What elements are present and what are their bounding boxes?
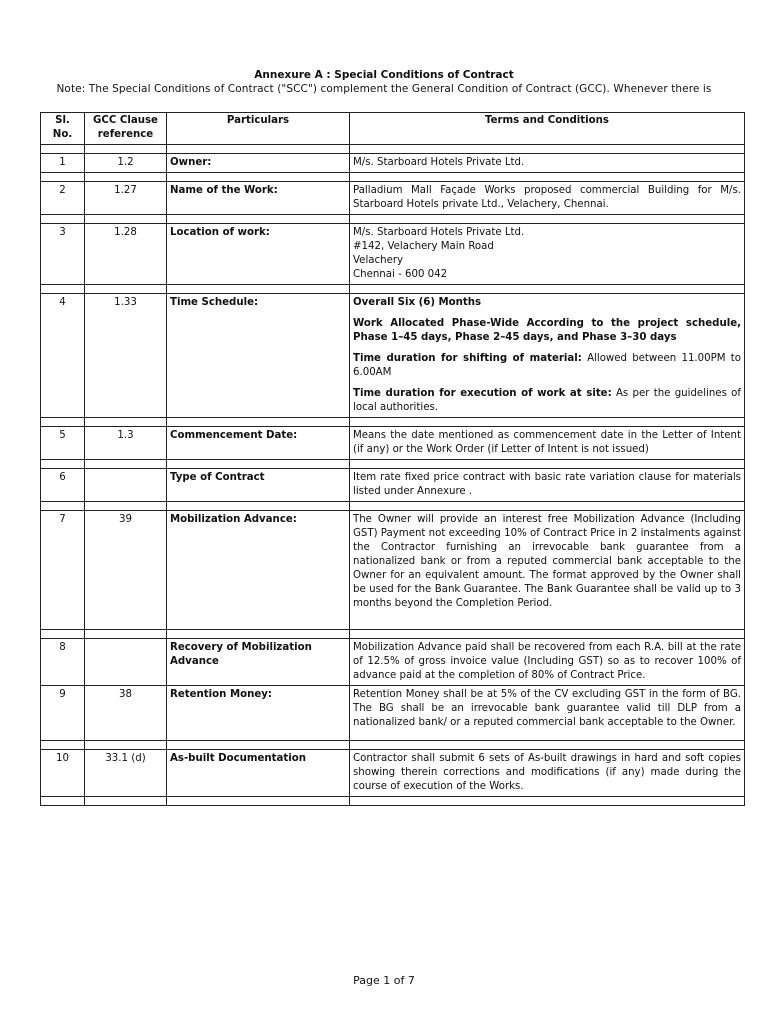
spacer-row	[41, 630, 745, 639]
header-sl-no: Sl. No.	[41, 113, 85, 145]
address-line: M/s. Starboard Hotels Private Ltd.	[353, 227, 525, 238]
row-sl-no: 2	[41, 182, 85, 215]
row-particular: As-built Documentation	[167, 750, 350, 797]
terms-text: Allowed between 11.00PM to 6.00AM	[353, 353, 741, 378]
address-line: Chennai - 600 042	[353, 269, 448, 280]
terms-label: Time duration for execution of work at site:	[353, 388, 612, 399]
row-terms: Means the date mentioned as commencement date in the Letter of Intent (if any) or the Work Order (if Letter of Intent is not issued)	[350, 427, 745, 460]
row-gcc-ref: 1.27	[85, 182, 167, 215]
row-terms: The Owner will provide an interest free Mobilization Advance (Including GST) Payment not exceeding 10% of Contract Price in 2 instalments against the Contractor furnishing an irrevocable bank guarantee from a nationalized bank or from a reputed commercial bank acceptable to the Owner for an equivalent amount. The format approved by the Owner shall be used for the Bank Guarantee. The Bank Guarantee shall be valid up to 3 months beyond the Completion Period.	[350, 511, 745, 630]
spacer-row	[41, 173, 745, 182]
page-number: Page 1 of 7	[353, 974, 415, 987]
row-particular: Commencement Date:	[167, 427, 350, 460]
table-header-row	[41, 113, 745, 145]
row-sl-no: 8	[41, 639, 85, 686]
row-sl-no: 10	[41, 750, 85, 797]
row-particular: Retention Money:	[167, 686, 350, 741]
row-sl-no: 6	[41, 469, 85, 502]
row-gcc-ref: 1.33	[85, 294, 167, 418]
header-gcc-clause	[85, 113, 167, 145]
row-sl-no: 1	[41, 154, 85, 173]
table-row	[41, 750, 745, 797]
terms-execution-work	[353, 387, 741, 415]
document-title: Annexure A : Special Conditions of Contract	[254, 69, 514, 81]
row-sl-no: 5	[41, 427, 85, 460]
spacer-row	[41, 285, 745, 294]
row-terms	[350, 224, 745, 285]
address-line: #142, Velachery Main Road	[353, 241, 494, 252]
row-particular: Location of work:	[167, 224, 350, 285]
spacer-row	[41, 797, 745, 806]
row-gcc-ref	[85, 639, 167, 686]
spacer-row	[41, 502, 745, 511]
row-terms: Retention Money shall be at 5% of the CV excluding GST in the form of BG. The BG shall be an irrevocable bank guarantee valid till DLP from a nationalized bank/ or a reputed commercial bank acceptable to the Owner.	[350, 686, 745, 741]
row-terms: Contractor shall submit 6 sets of As-built drawings in hard and soft copies showing therein corrections and modifications (if any) made during the course of execution of the Works.	[350, 750, 745, 797]
table-row	[41, 182, 745, 215]
header-gcc-line1: GCC Clause	[93, 115, 158, 126]
row-gcc-ref: 1.2	[85, 154, 167, 173]
spacer-row	[41, 741, 745, 750]
row-particular: Name of the Work:	[167, 182, 350, 215]
table-row	[41, 686, 745, 741]
row-terms: M/s. Starboard Hotels Private Ltd.	[350, 154, 745, 173]
spacer-row	[41, 215, 745, 224]
table-row	[41, 154, 745, 173]
header-gcc-line2: reference	[97, 129, 154, 140]
row-gcc-ref: 1.3	[85, 427, 167, 460]
row-gcc-ref: 1.28	[85, 224, 167, 285]
scc-table	[40, 112, 745, 806]
terms-text: As per the guidelines of local authorities.	[353, 388, 741, 413]
spacer-row	[41, 418, 745, 427]
table-row	[41, 469, 745, 502]
terms-shifting-material	[353, 352, 741, 380]
row-sl-no: 3	[41, 224, 85, 285]
terms-overall-duration: Overall Six (6) Months	[353, 297, 482, 308]
row-gcc-ref: 39	[85, 511, 167, 630]
row-terms	[350, 294, 745, 418]
table-row	[41, 427, 745, 460]
spacer-row	[41, 460, 745, 469]
header-terms: Terms and Conditions	[350, 113, 745, 145]
terms-phase-schedule: Work Allocated Phase-Wide According to the project schedule, Phase 1–45 days, Phase 2–45 days, and Phase 3–30 days	[353, 318, 741, 343]
row-gcc-ref: 33.1 (d)	[85, 750, 167, 797]
document-note: Note: The Special Conditions of Contract ("SCC") complement the General Condition of Contract (GCC). Whenever there is	[56, 83, 712, 95]
row-particular: Recovery of Mobilization Advance	[167, 639, 350, 686]
row-particular: Owner:	[167, 154, 350, 173]
table-row	[41, 224, 745, 285]
row-sl-no: 9	[41, 686, 85, 741]
table-row	[41, 511, 745, 630]
header-particulars: Particulars	[167, 113, 350, 145]
row-terms: Palladium Mall Façade Works proposed commercial Building for M/s. Starboard Hotels private Ltd., Velachery, Chennai.	[350, 182, 745, 215]
terms-label: Time duration for shifting of material:	[353, 353, 582, 364]
row-particular: Time Schedule:	[167, 294, 350, 418]
row-terms: Item rate fixed price contract with basic rate variation clause for materials listed under Annexure .	[350, 469, 745, 502]
table-row	[41, 294, 745, 418]
row-gcc-ref: 38	[85, 686, 167, 741]
row-particular: Mobilization Advance:	[167, 511, 350, 630]
spacer-row	[41, 145, 745, 154]
row-gcc-ref	[85, 469, 167, 502]
table-row	[41, 639, 745, 686]
row-particular: Type of Contract	[167, 469, 350, 502]
row-sl-no: 7	[41, 511, 85, 630]
address-line: Velachery	[353, 255, 404, 266]
row-sl-no: 4	[41, 294, 85, 418]
row-terms: Mobilization Advance paid shall be recovered from each R.A. bill at the rate of 12.5% of gross invoice value (Including GST) so as to recover 100% of advance paid at the completion of 80% of Contract Price.	[350, 639, 745, 686]
